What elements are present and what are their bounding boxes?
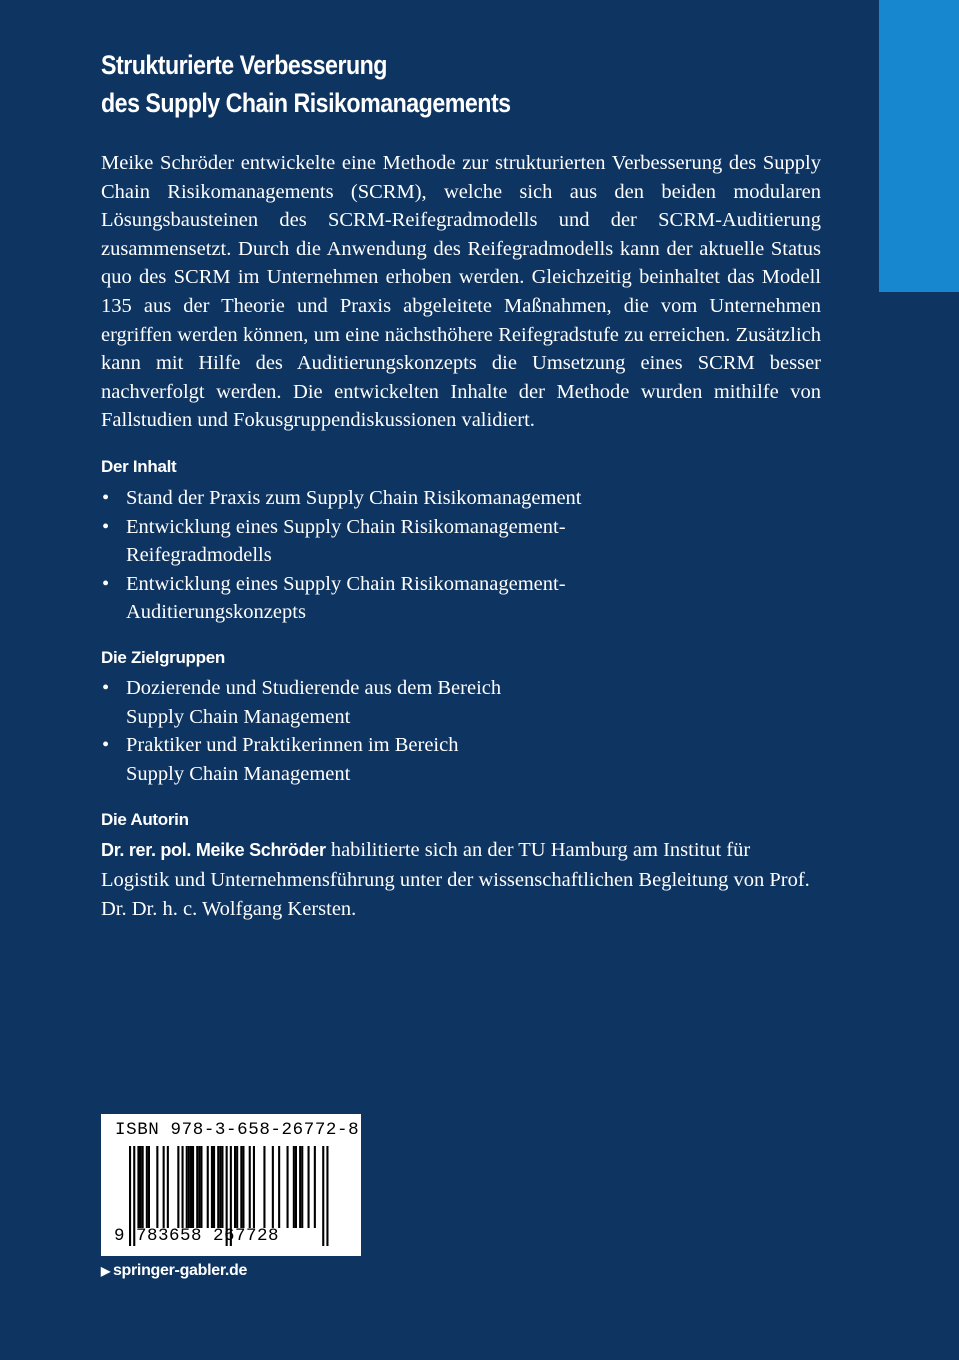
barcode-bar [242,1146,244,1228]
barcode-digits: 9 783658 267728 [114,1226,280,1246]
bullet-icon: • [102,515,110,538]
barcode-bar [167,1146,169,1228]
barcode-bar [182,1146,184,1228]
list-item: • Entwicklung eines Supply Chain Risikomanagement- Auditierungskonzepts [101,570,801,627]
page-title [101,46,737,122]
inhalt-list [101,484,801,627]
barcode-bar [177,1146,179,1228]
barcode-bar [236,1146,238,1228]
barcode-bar [253,1146,255,1228]
barcode-box [101,1114,361,1256]
barcode-bar [234,1146,236,1228]
section-heading-inhalt: Der Inhalt [101,457,177,476]
intro-paragraph: Meike Schröder entwickelte eine Methode zur strukturierten Verbesserung des Supply Chain Risikomanagements (SCRM), welche sich aus den beiden modularen Lösungsbausteinen des SCRM-Reifegradmodells und der SCRM-Auditierung zusammensetzt. Durch die Anwendung des Reifegradmodells kann der aktuelle Status quo des SCRM im Unternehmen erhoben werden. Gleichzeitig beinhaltet das Modell 135 aus der Theorie und Praxis abgeleitete Maßnahmen, die vom Unternehmen ergriffen werden können, um eine nächsthöhere Reifegradstufe zu erreichen. Zusätzlich kann mit Hilfe des Auditierungskonzepts die Umsetzung eines SCRM besser nachverfolgt werden. Die entwickelten Inhalte der Methode wurden mithilfe von Fallstudien und Fokusgruppendiskussionen validiert. [101,152,821,432]
title-line-2: des Supply Chain Risikomanagements [101,88,511,118]
author-name: Dr. rer. pol. Meike Schröder [101,840,326,860]
barcode-bar [186,1146,188,1228]
author-bio [101,836,816,925]
bullet-icon: • [102,572,110,595]
barcode-bar [200,1146,202,1228]
barcode-bar [142,1146,144,1228]
barcode-bar [188,1146,190,1228]
barcode-bar [137,1146,139,1228]
barcode-bar [272,1146,274,1228]
isbn-label: ISBN 978-3-658-26772-8 [115,1120,360,1140]
author-text: habilitierte sich an der TU Hamburg am Institut für Logistik und Unternehmensführung unter der wissenschaftlichen Begleitung von Prof. Dr. Dr. h. c. Wolfgang Kersten. [101,839,810,920]
arrow-right-icon: ▶ [101,1264,110,1278]
barcode-bar [207,1146,209,1228]
list-item: • Dozierende und Studierende aus dem Bereich Supply Chain Management [101,674,801,731]
barcode-bar [140,1146,142,1228]
barcode-bar [314,1146,316,1228]
barcode-bar [198,1146,200,1228]
barcode-bar [301,1146,303,1228]
barcode-bar [308,1146,310,1228]
barcode-bar [249,1146,251,1228]
barcode-bar [278,1146,280,1228]
barcode-bar [287,1146,289,1228]
section-heading-autorin: Die Autorin [101,810,189,829]
barcode-bar [219,1146,221,1228]
list-item: • Stand der Praxis zum Supply Chain Risikomanagement [101,484,801,513]
barcode-bar [217,1146,219,1228]
barcode-bar [163,1146,165,1228]
bullet-icon: • [102,734,110,757]
bullet-icon: • [102,487,110,509]
title-line-1: Strukturierte Verbesserung [101,50,387,80]
barcode-bar [196,1146,198,1228]
website-text: springer-gabler.de [112,1262,248,1279]
section-heading-zielgruppen: Die Zielgruppen [101,648,225,667]
barcode-bar [148,1146,150,1228]
barcode-bar [263,1146,265,1228]
accent-bar [879,0,959,292]
list-item: • Praktiker und Praktikerinnen im Bereich Supply Chain Management [101,731,801,788]
zielgruppen-list [101,674,801,788]
barcode-bar [240,1146,242,1228]
barcode-bar [192,1146,194,1228]
barcode-bar [221,1146,223,1228]
barcode-bar [293,1146,295,1228]
list-item: • Entwicklung eines Supply Chain Risikomanagement- Reifegradmodells [101,513,801,570]
barcode-bar [146,1146,148,1228]
barcode-bar [326,1146,328,1246]
barcode-bar [213,1146,215,1228]
barcode-bar [322,1146,324,1246]
bullet-icon: • [102,677,110,699]
barcode-bar [211,1146,213,1228]
barcode-bar [295,1146,297,1228]
website-link[interactable] [101,1262,247,1280]
barcode-bar [299,1146,301,1228]
barcode-bar [190,1146,192,1228]
barcode-bar [156,1146,158,1228]
